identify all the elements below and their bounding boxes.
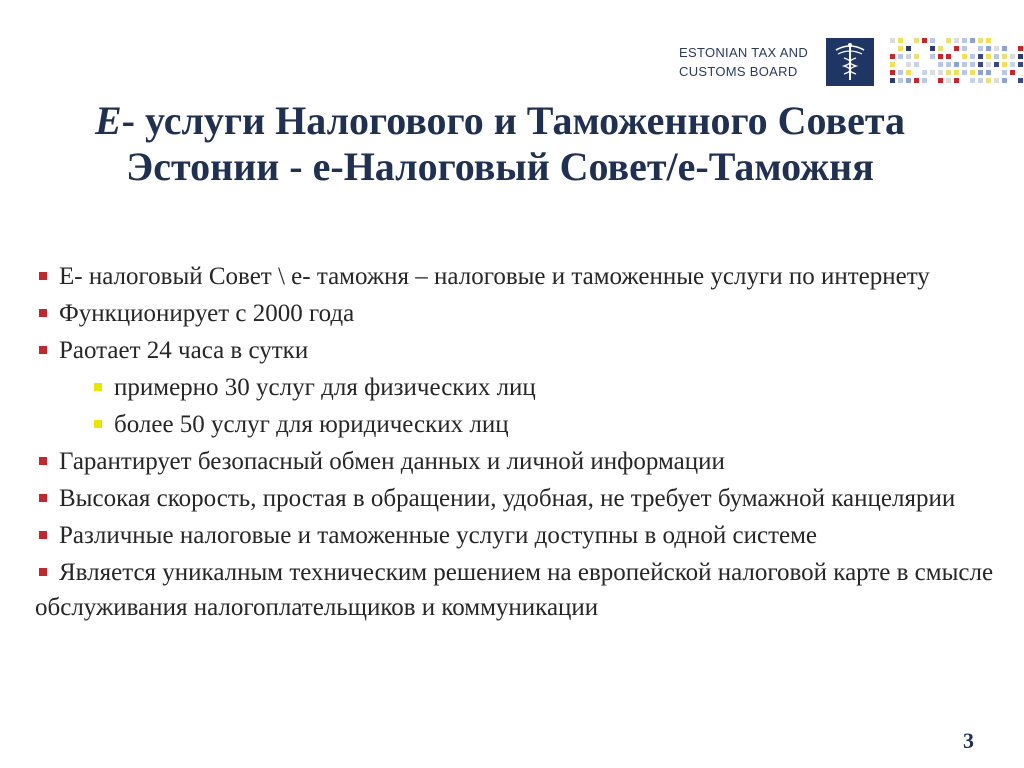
- bullet-square-icon: [39, 457, 47, 465]
- list-item: [35, 259, 995, 294]
- list-item: [35, 481, 995, 516]
- sub-list-item: [35, 370, 995, 405]
- decorative-dot: [946, 70, 951, 75]
- decorative-dot: [970, 54, 975, 59]
- decorative-dot: [1018, 62, 1023, 67]
- decorative-dot: [1002, 46, 1007, 51]
- decorative-dot: [946, 38, 951, 43]
- list-item: [35, 518, 995, 553]
- sub-list-item: [35, 407, 995, 442]
- page-title: [60, 98, 940, 190]
- decorative-dot: [898, 38, 903, 43]
- decorative-dot: [938, 70, 943, 75]
- page-number: 3: [963, 728, 974, 753]
- decorative-dot: [922, 78, 927, 83]
- decorative-dot: [906, 78, 911, 83]
- decorative-dot: [938, 78, 943, 83]
- decorative-dot: [898, 54, 903, 59]
- title-prefix: E: [94, 98, 122, 143]
- decorative-dot: [1002, 54, 1007, 59]
- decorative-dot: [1018, 78, 1023, 83]
- list-item-text: Высокая скорость, простая в обращении, удобная, не требует бумажной канцелярии: [59, 485, 956, 512]
- decorative-dot: [954, 38, 959, 43]
- decorative-dot: [1018, 46, 1023, 51]
- decorative-dot: [890, 54, 895, 59]
- bullet-square-icon: [39, 309, 47, 317]
- list-item-text: Раотает 24 часа в сутки: [59, 337, 309, 364]
- decorative-dot: [914, 38, 919, 43]
- decorative-dot: [1010, 70, 1015, 75]
- decorative-dot: [954, 62, 959, 67]
- decorative-dot: [914, 62, 919, 67]
- decorative-dot: [898, 46, 903, 51]
- decorative-dot: [946, 54, 951, 59]
- decorative-dot: [906, 46, 911, 51]
- decorative-dot: [930, 46, 935, 51]
- decorative-dot: [930, 54, 935, 59]
- decorative-dot: [962, 62, 967, 67]
- decorative-dot: [962, 46, 967, 51]
- decorative-dot: [954, 70, 959, 75]
- decorative-dot: [930, 38, 935, 43]
- org-name-line2: CUSTOMS BOARD: [679, 64, 798, 79]
- list-item-text: Е- налоговый Совет \ е- таможня – налоговые и таможенные услуги по интернету: [59, 263, 930, 290]
- decorative-dot: [994, 62, 999, 67]
- list-item-text: Гарантирует безопасный обмен данных и личной информации: [59, 448, 725, 475]
- decorative-dot: [962, 38, 967, 43]
- decorative-dot: [970, 38, 975, 43]
- bullet-square-icon: [39, 568, 47, 576]
- decorative-dot: [978, 70, 983, 75]
- decorative-dot: [1002, 78, 1007, 83]
- decorative-dot: [1002, 70, 1007, 75]
- decorative-dot: [970, 70, 975, 75]
- bullet-square-icon: [39, 346, 47, 354]
- decorative-dot: [906, 62, 911, 67]
- decorative-dot: [978, 62, 983, 67]
- decorative-dot: [930, 70, 935, 75]
- decorative-dot: [890, 62, 895, 67]
- list-item-text: Функционирует с 2000 года: [59, 300, 355, 327]
- decorative-dot: [890, 70, 895, 75]
- decorative-dot: [890, 78, 895, 83]
- decorative-dot: [954, 78, 959, 83]
- decorative-dot: [1010, 54, 1015, 59]
- decorative-dot: [1002, 62, 1007, 67]
- decorative-dot: [938, 54, 943, 59]
- decorative-dot: [914, 54, 919, 59]
- bullet-square-icon: [94, 420, 102, 428]
- list-item: [35, 296, 995, 331]
- decorative-dot: [986, 38, 991, 43]
- decorative-dot: [906, 70, 911, 75]
- decorative-dot: [978, 38, 983, 43]
- list-item: [35, 444, 995, 479]
- decorative-dot: [978, 46, 983, 51]
- list-item-text: более 50 услуг для юридических лиц: [114, 411, 509, 438]
- list-item-text: Различные налоговые и таможенные услуги доступны в одной системе: [59, 522, 818, 549]
- decorative-dot: [978, 78, 983, 83]
- bullet-square-icon: [39, 494, 47, 502]
- decorative-dot: [938, 46, 943, 51]
- title-text: - услуги Налогового и Таможенного Совета Эстонии - е-Налоговый Совет/е-Таможня: [121, 98, 906, 189]
- decorative-dot: [938, 62, 943, 67]
- decorative-dot: [946, 62, 951, 67]
- list-item: [35, 333, 995, 368]
- org-name-line1: ESTONIAN TAX AND: [679, 45, 809, 60]
- decorative-dot: [962, 70, 967, 75]
- decorative-dot: [994, 54, 999, 59]
- decorative-dot: [922, 70, 927, 75]
- decorative-dot: [986, 46, 991, 51]
- decorative-dot: [970, 78, 975, 83]
- decorative-dot: [890, 38, 895, 43]
- bullet-square-icon: [39, 531, 47, 539]
- decorative-dot: [898, 78, 903, 83]
- decorative-dot: [970, 62, 975, 67]
- decorative-dot-grid: [0, 0, 1024, 100]
- bullet-list: [35, 259, 995, 627]
- decorative-dot: [962, 54, 967, 59]
- decorative-dot: [1010, 62, 1015, 67]
- list-item-text: примерно 30 услуг для физических лиц: [114, 374, 536, 401]
- decorative-dot: [994, 78, 999, 83]
- decorative-dot: [954, 46, 959, 51]
- decorative-dot: [1018, 54, 1023, 59]
- decorative-dot: [906, 54, 911, 59]
- decorative-dot: [986, 54, 991, 59]
- bullet-square-icon: [94, 383, 102, 391]
- decorative-dot: [946, 78, 951, 83]
- decorative-dot: [986, 70, 991, 75]
- decorative-dot: [994, 46, 999, 51]
- decorative-dot: [898, 70, 903, 75]
- list-item: [35, 555, 995, 625]
- bullet-square-icon: [39, 272, 47, 280]
- decorative-dot: [986, 78, 991, 83]
- decorative-dot: [922, 38, 927, 43]
- decorative-dot: [986, 62, 991, 67]
- decorative-dot: [978, 54, 983, 59]
- list-item-text: Является уникалным техническим решением на европейской налоговой карте в смысле обслуживания налогоплательщиков и коммуникации: [35, 559, 994, 621]
- decorative-dot: [914, 78, 919, 83]
